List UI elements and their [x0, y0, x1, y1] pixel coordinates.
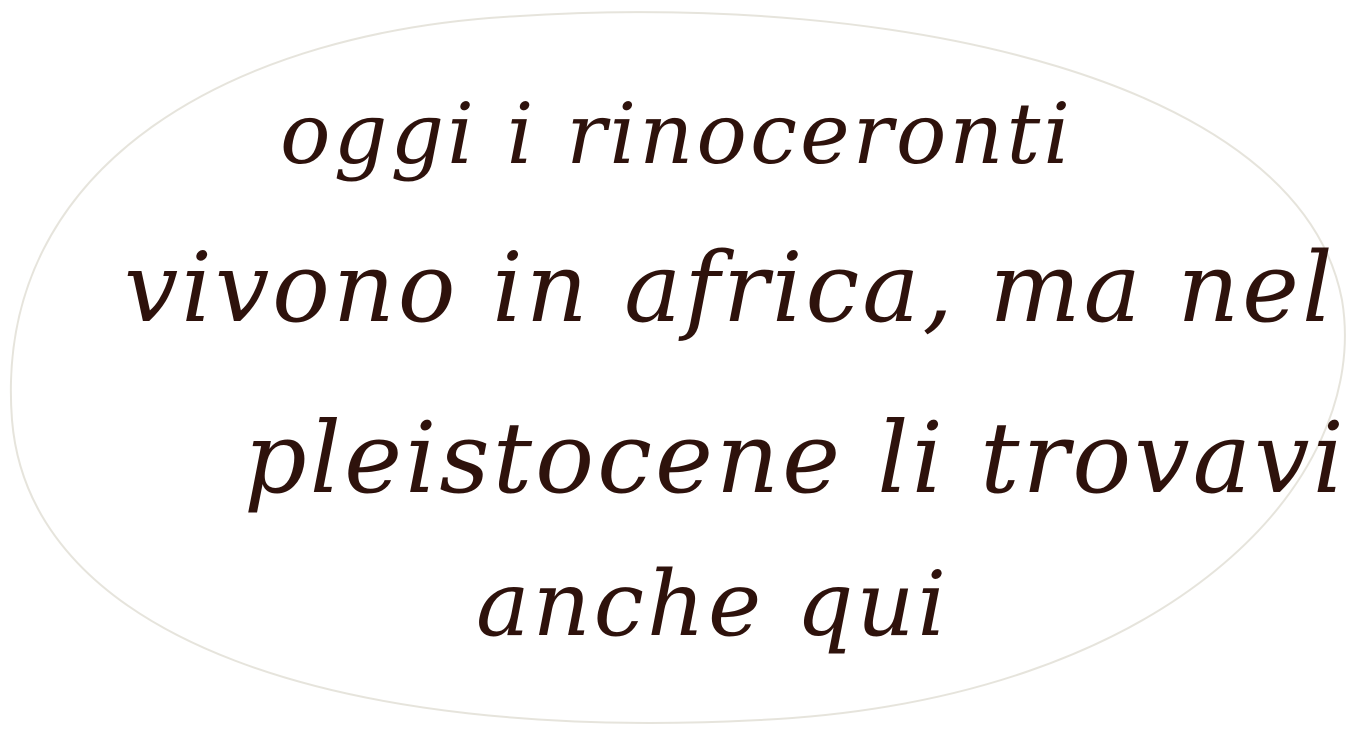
note-line-3: pleistocene li trovavi — [244, 402, 1347, 516]
note-line-4: anche qui — [476, 552, 950, 657]
note-line-1: oggi i rinoceronti — [280, 85, 1074, 183]
note-line-2: vivono in africa, ma nel — [124, 232, 1336, 344]
